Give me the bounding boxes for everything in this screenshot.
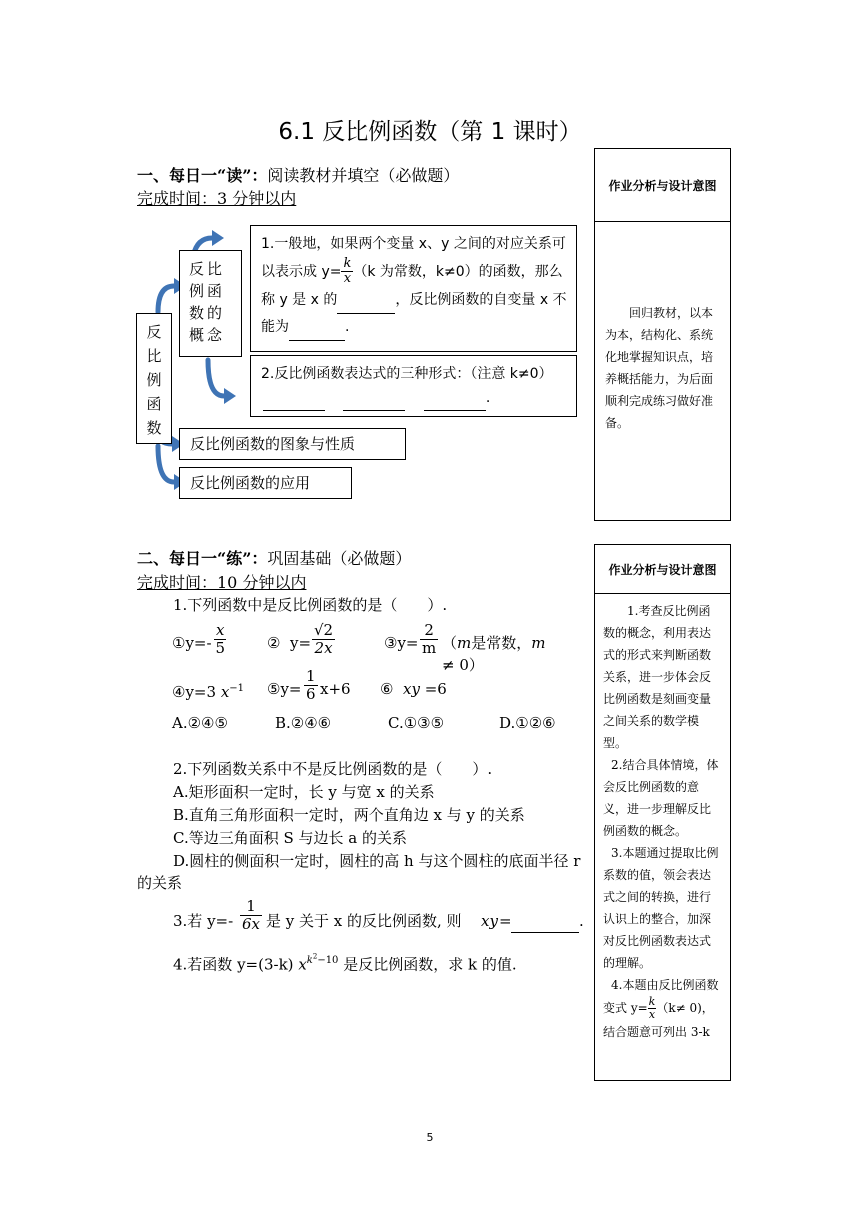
box1-fraction bbox=[341, 257, 353, 287]
box1-text-a: 1.一般地，如果两个变量 x、y 之间的对应关系可以表示成 y= bbox=[261, 236, 566, 280]
q1-stem: 1.下列函数中是反比例函数的是（ ）. bbox=[173, 596, 448, 614]
side-note-4 bbox=[603, 974, 722, 1043]
q2-option-a[interactable]: A.矩形面积一定时，长 y 与宽 x 的关系 bbox=[173, 783, 435, 801]
q2-option-d[interactable]: D.圆柱的侧面积一定时，圆柱的高 h 与这个圆柱的底面半径 r 的关系 bbox=[137, 852, 581, 892]
q1-options-row1 bbox=[172, 621, 592, 674]
section2-side-body bbox=[595, 594, 730, 1043]
q1-opt-5-rest: x+6 bbox=[320, 680, 351, 698]
q1-opt-1: ①y=- bbox=[172, 634, 212, 652]
arrow-to-concept bbox=[158, 286, 174, 312]
box2-blank2[interactable] bbox=[343, 386, 405, 411]
diagram-concept bbox=[179, 250, 242, 357]
arrow-to-app bbox=[158, 446, 174, 482]
diagram-root bbox=[136, 313, 172, 444]
q3-xy: xy bbox=[481, 912, 498, 930]
page-number: 5 bbox=[426, 1131, 434, 1144]
section1-heading-rest: 阅读教材并填空（必做题） bbox=[267, 166, 460, 185]
q4-x: x bbox=[298, 955, 307, 974]
q4-exponent: k2−10 bbox=[306, 953, 339, 967]
q3-text-b: 是 y 关于 x 的反比例函数, 则 bbox=[266, 912, 462, 930]
q1-opt-5: ⑤y= bbox=[267, 680, 302, 698]
q3-period: . bbox=[579, 912, 584, 930]
q1-options-row2 bbox=[172, 668, 592, 712]
q4 bbox=[173, 946, 593, 972]
section1-heading-bold: 一、每日一“读”： bbox=[137, 166, 268, 185]
q2-option-b[interactable]: B.直角三角形面积一定时，两个直角边 x 与 y 的关系 bbox=[173, 806, 525, 824]
side-note-1: 1.考查反比例函数的概念，利用表达式的形式来判断函数关系，进一步体会反比例函数是刻画变量之间关系的数学模型。 bbox=[603, 604, 712, 750]
diagram-graph-text: 反比例函数的图象与性质 bbox=[190, 435, 356, 453]
box2-blank3[interactable] bbox=[424, 386, 486, 411]
box1-blank1[interactable] bbox=[337, 287, 395, 314]
diagram-graph-box bbox=[179, 428, 406, 460]
q1-opt-3: ③y= bbox=[384, 634, 419, 652]
side-note-3: 3.本题通过提取比例系数的值，领会表达式之间的转换，进行认识上的整合，加深对反比例函数表达式的理解。 bbox=[603, 846, 719, 970]
q1-opt-3-cond: （m是常数，m ≠ 0） bbox=[442, 634, 546, 674]
box1-blank2[interactable] bbox=[289, 314, 345, 341]
diagram-box2: 2.反比例函数表达式的三种形式：（注意 k≠0） . bbox=[250, 355, 577, 417]
section1-side-header bbox=[595, 149, 730, 222]
arrowhead-box1 bbox=[212, 230, 224, 246]
q2-stem: 2.下列函数关系中不是反比例函数的是（ ）. bbox=[173, 760, 493, 778]
q3 bbox=[173, 898, 593, 944]
section2-side-box bbox=[594, 544, 731, 1081]
page-title: 6.1 反比例函数（第 1 课时） bbox=[278, 119, 582, 145]
section2-heading bbox=[137, 546, 411, 569]
q1-choice-c[interactable]: C.①③⑤ bbox=[388, 714, 445, 732]
section2-time: 完成时间：10 分钟以内 bbox=[137, 573, 307, 592]
section1-side-head-text: 作业分析与设计意图 bbox=[608, 178, 717, 193]
section2-side-head-text: 作业分析与设计意图 bbox=[608, 562, 717, 577]
diagram-box1: 1.一般地，如果两个变量 x、y 之间的对应关系可以表示成 y= $\frac{k}{x}$ （k 为常数，k≠0）的函数，那么称 y 是 x 的 ，反比例函数的自变量 x 不能为 . bbox=[250, 225, 577, 352]
q3-frac: $\frac{1}{6x}$ bbox=[242, 897, 261, 933]
q3-text-c: = bbox=[499, 912, 512, 930]
side-note-2: 2.结合具体情境，体会反比例函数的意义，进一步理解反比例函数的概念。 bbox=[603, 758, 719, 838]
q1-opt-6: ⑥ xy =6 bbox=[380, 680, 447, 698]
diagram-root-text: 反比例函数 bbox=[146, 323, 162, 437]
section1-heading bbox=[137, 163, 459, 186]
box1-text-b: （k 为常数，k≠0）的函数，那么称 y 是 x 的 bbox=[261, 263, 563, 308]
q4-text-a: 4.若函数 y=(3-k) bbox=[173, 955, 294, 974]
side-note-4a: 4.本题由反比例函数变式 y= bbox=[603, 978, 719, 1016]
box1-frac-num: k bbox=[343, 256, 352, 271]
section2-heading-rest: 巩固基础（必做题） bbox=[267, 549, 412, 568]
section1-side-box bbox=[594, 148, 731, 521]
q1-opt-4: ④y=3 $x^{-1}$ bbox=[172, 683, 245, 701]
box2-blank1[interactable] bbox=[263, 386, 325, 411]
q3-text-a: 3.若 y=- bbox=[173, 912, 234, 930]
q1-opt-2: ② y= bbox=[267, 634, 312, 652]
q1-opt-5-frac: $\frac{1}{6}$ bbox=[306, 667, 316, 703]
box1-frac-den: x bbox=[343, 271, 352, 287]
section2-heading-bold: 二、每日一“练”： bbox=[137, 549, 268, 568]
side-note-4-frac: $\frac{k}{x}$ bbox=[648, 995, 656, 1022]
q1-opt-2-frac: $\frac{√2}{2x}$ bbox=[314, 621, 334, 657]
arrow-to-box2 bbox=[208, 360, 224, 396]
q1-opt-3-frac: $\frac{2}{m}$ bbox=[422, 621, 437, 657]
side-note-4b: （k≠ 0)，结合题意可列出 3-k bbox=[603, 1001, 714, 1040]
box1-text-c: ，反比例函数的自变量 x 不能为 bbox=[261, 291, 567, 335]
q1-choice-d[interactable]: D.①②⑥ bbox=[499, 714, 556, 732]
diagram-app-box bbox=[179, 467, 352, 499]
q1-choice-a[interactable]: A.②④⑤ bbox=[172, 714, 228, 732]
section1-time: 完成时间：3 分钟以内 bbox=[137, 189, 297, 208]
q2-option-c[interactable]: C.等边三角面积 S 与边长 a 的关系 bbox=[173, 829, 408, 847]
diagram-app-text: 反比例函数的应用 bbox=[190, 474, 311, 492]
section1-side-text: 回归教材，以本为本，结构化、系统化地掌握知识点，培养概括能力，为后面顺利完成练习做好准备。 bbox=[605, 306, 714, 430]
q4-text-b: 是反比例函数，求 k 的值. bbox=[343, 955, 517, 974]
q1-opt-1-frac: $\frac{x}{5}$ bbox=[215, 621, 225, 657]
q1-choice-b[interactable]: B.②④⑥ bbox=[275, 714, 332, 732]
section2-side-header bbox=[595, 545, 730, 594]
q3-blank[interactable] bbox=[511, 910, 579, 933]
arrowhead-box2 bbox=[224, 388, 236, 404]
box2-text: 2.反比例函数表达式的三种形式：（注意 k≠0） bbox=[261, 366, 553, 382]
diagram-concept-text: 反比例函数的概念 bbox=[189, 260, 226, 344]
